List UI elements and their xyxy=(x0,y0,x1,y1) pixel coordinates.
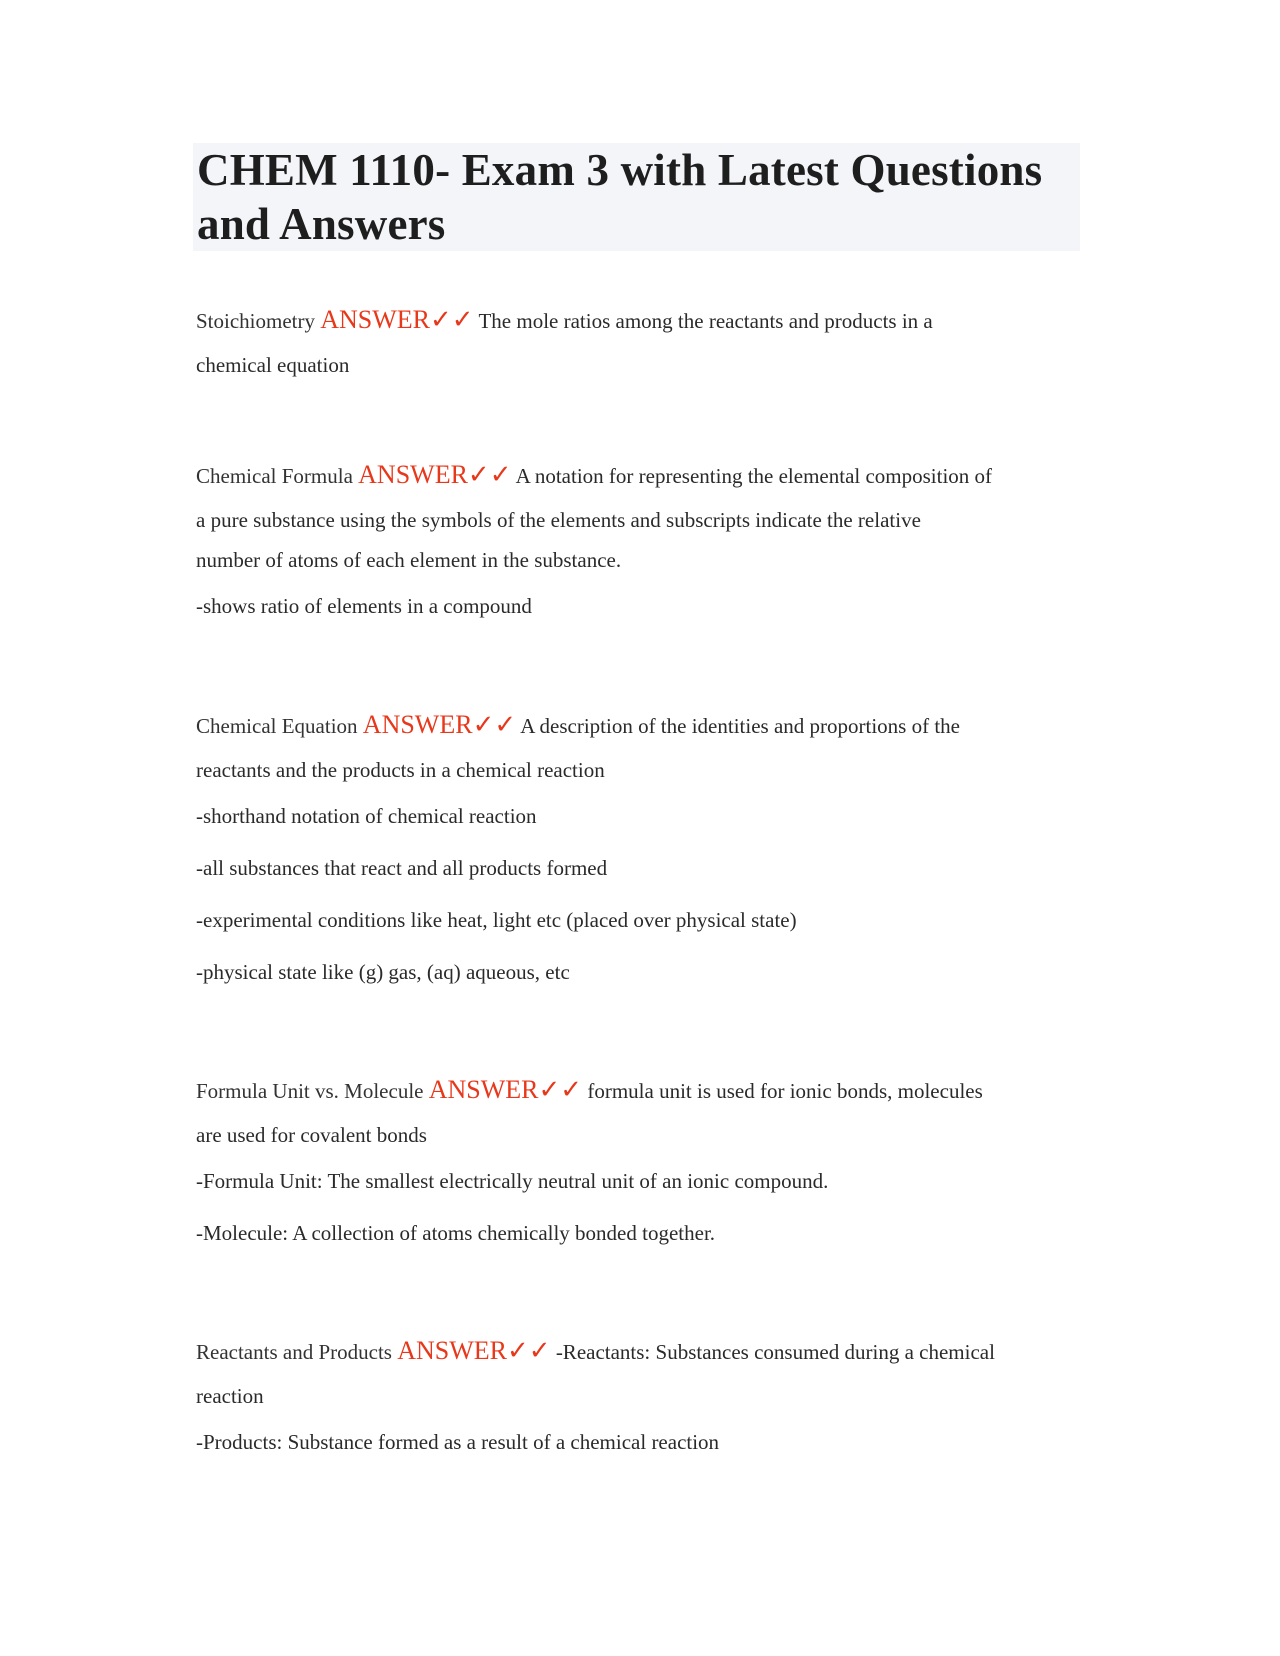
definition-text: A description of the identities and proportions of the xyxy=(520,714,960,738)
term: Formula Unit vs. Molecule xyxy=(196,1079,424,1103)
qa-entry-stoichiometry xyxy=(196,296,1086,385)
definition-line xyxy=(196,701,1086,750)
note-line: -shows ratio of elements in a compound xyxy=(196,594,532,618)
definition-continuation: a pure substance using the symbols of the elements and subscripts indicate the relative xyxy=(196,508,921,532)
qa-entry-formula-unit-vs-molecule xyxy=(196,1066,1086,1259)
term: Stoichiometry xyxy=(196,309,315,333)
answer-marker: ANSWER✓✓ xyxy=(362,710,517,739)
definition-line xyxy=(196,1066,1086,1115)
answer-marker: ANSWER✓✓ xyxy=(320,305,474,334)
note-line: -shorthand notation of chemical reaction xyxy=(196,804,537,828)
answer-marker: ANSWER✓✓ xyxy=(358,460,512,489)
qa-entry-chemical-formula xyxy=(196,451,1086,632)
note-line: -Products: Substance formed as a result of a chemical reaction xyxy=(196,1430,720,1454)
note-line: -experimental conditions like heat, light etc (placed over physical state) xyxy=(196,908,797,932)
definition-continuation: reactants and the products in a chemical reaction xyxy=(196,758,605,782)
definition-text: formula unit is used for ionic bonds, molecules xyxy=(587,1079,983,1103)
note-line: -all substances that react and all products formed xyxy=(196,856,608,880)
definition-text: -Reactants: Substances consumed during a chemical xyxy=(555,1340,995,1364)
title-banner xyxy=(193,143,1080,251)
page-title: CHEM 1110- Exam 3 with Latest Questions and Answers xyxy=(197,145,1043,249)
term: Chemical Formula xyxy=(196,464,353,488)
term: Reactants and Products xyxy=(196,1340,392,1364)
definition-text: The mole ratios among the reactants and products in a xyxy=(478,309,933,333)
answer-marker: ANSWER✓✓ xyxy=(428,1075,583,1104)
definition-continuation: chemical equation xyxy=(196,353,350,377)
definition-line xyxy=(196,296,1086,345)
definition-line xyxy=(196,1327,1086,1376)
definition-text: A notation for representing the elemental composition of xyxy=(515,464,993,488)
qa-entry-chemical-equation xyxy=(196,701,1086,998)
note-line: -physical state like (g) gas, (aq) aqueous, etc xyxy=(196,960,570,984)
term: Chemical Equation xyxy=(196,714,358,738)
note-line: -Molecule: A collection of atoms chemically bonded together. xyxy=(196,1221,716,1245)
definition-continuation: number of atoms of each element in the substance. xyxy=(196,548,622,572)
definition-continuation: are used for covalent bonds xyxy=(196,1123,427,1147)
definition-line xyxy=(196,451,1086,500)
qa-entry-reactants-and-products xyxy=(196,1327,1086,1468)
note-line: -Formula Unit: The smallest electrically neutral unit of an ionic compound. xyxy=(196,1169,829,1193)
answer-marker: ANSWER✓✓ xyxy=(397,1336,551,1365)
definition-continuation: reaction xyxy=(196,1384,264,1408)
